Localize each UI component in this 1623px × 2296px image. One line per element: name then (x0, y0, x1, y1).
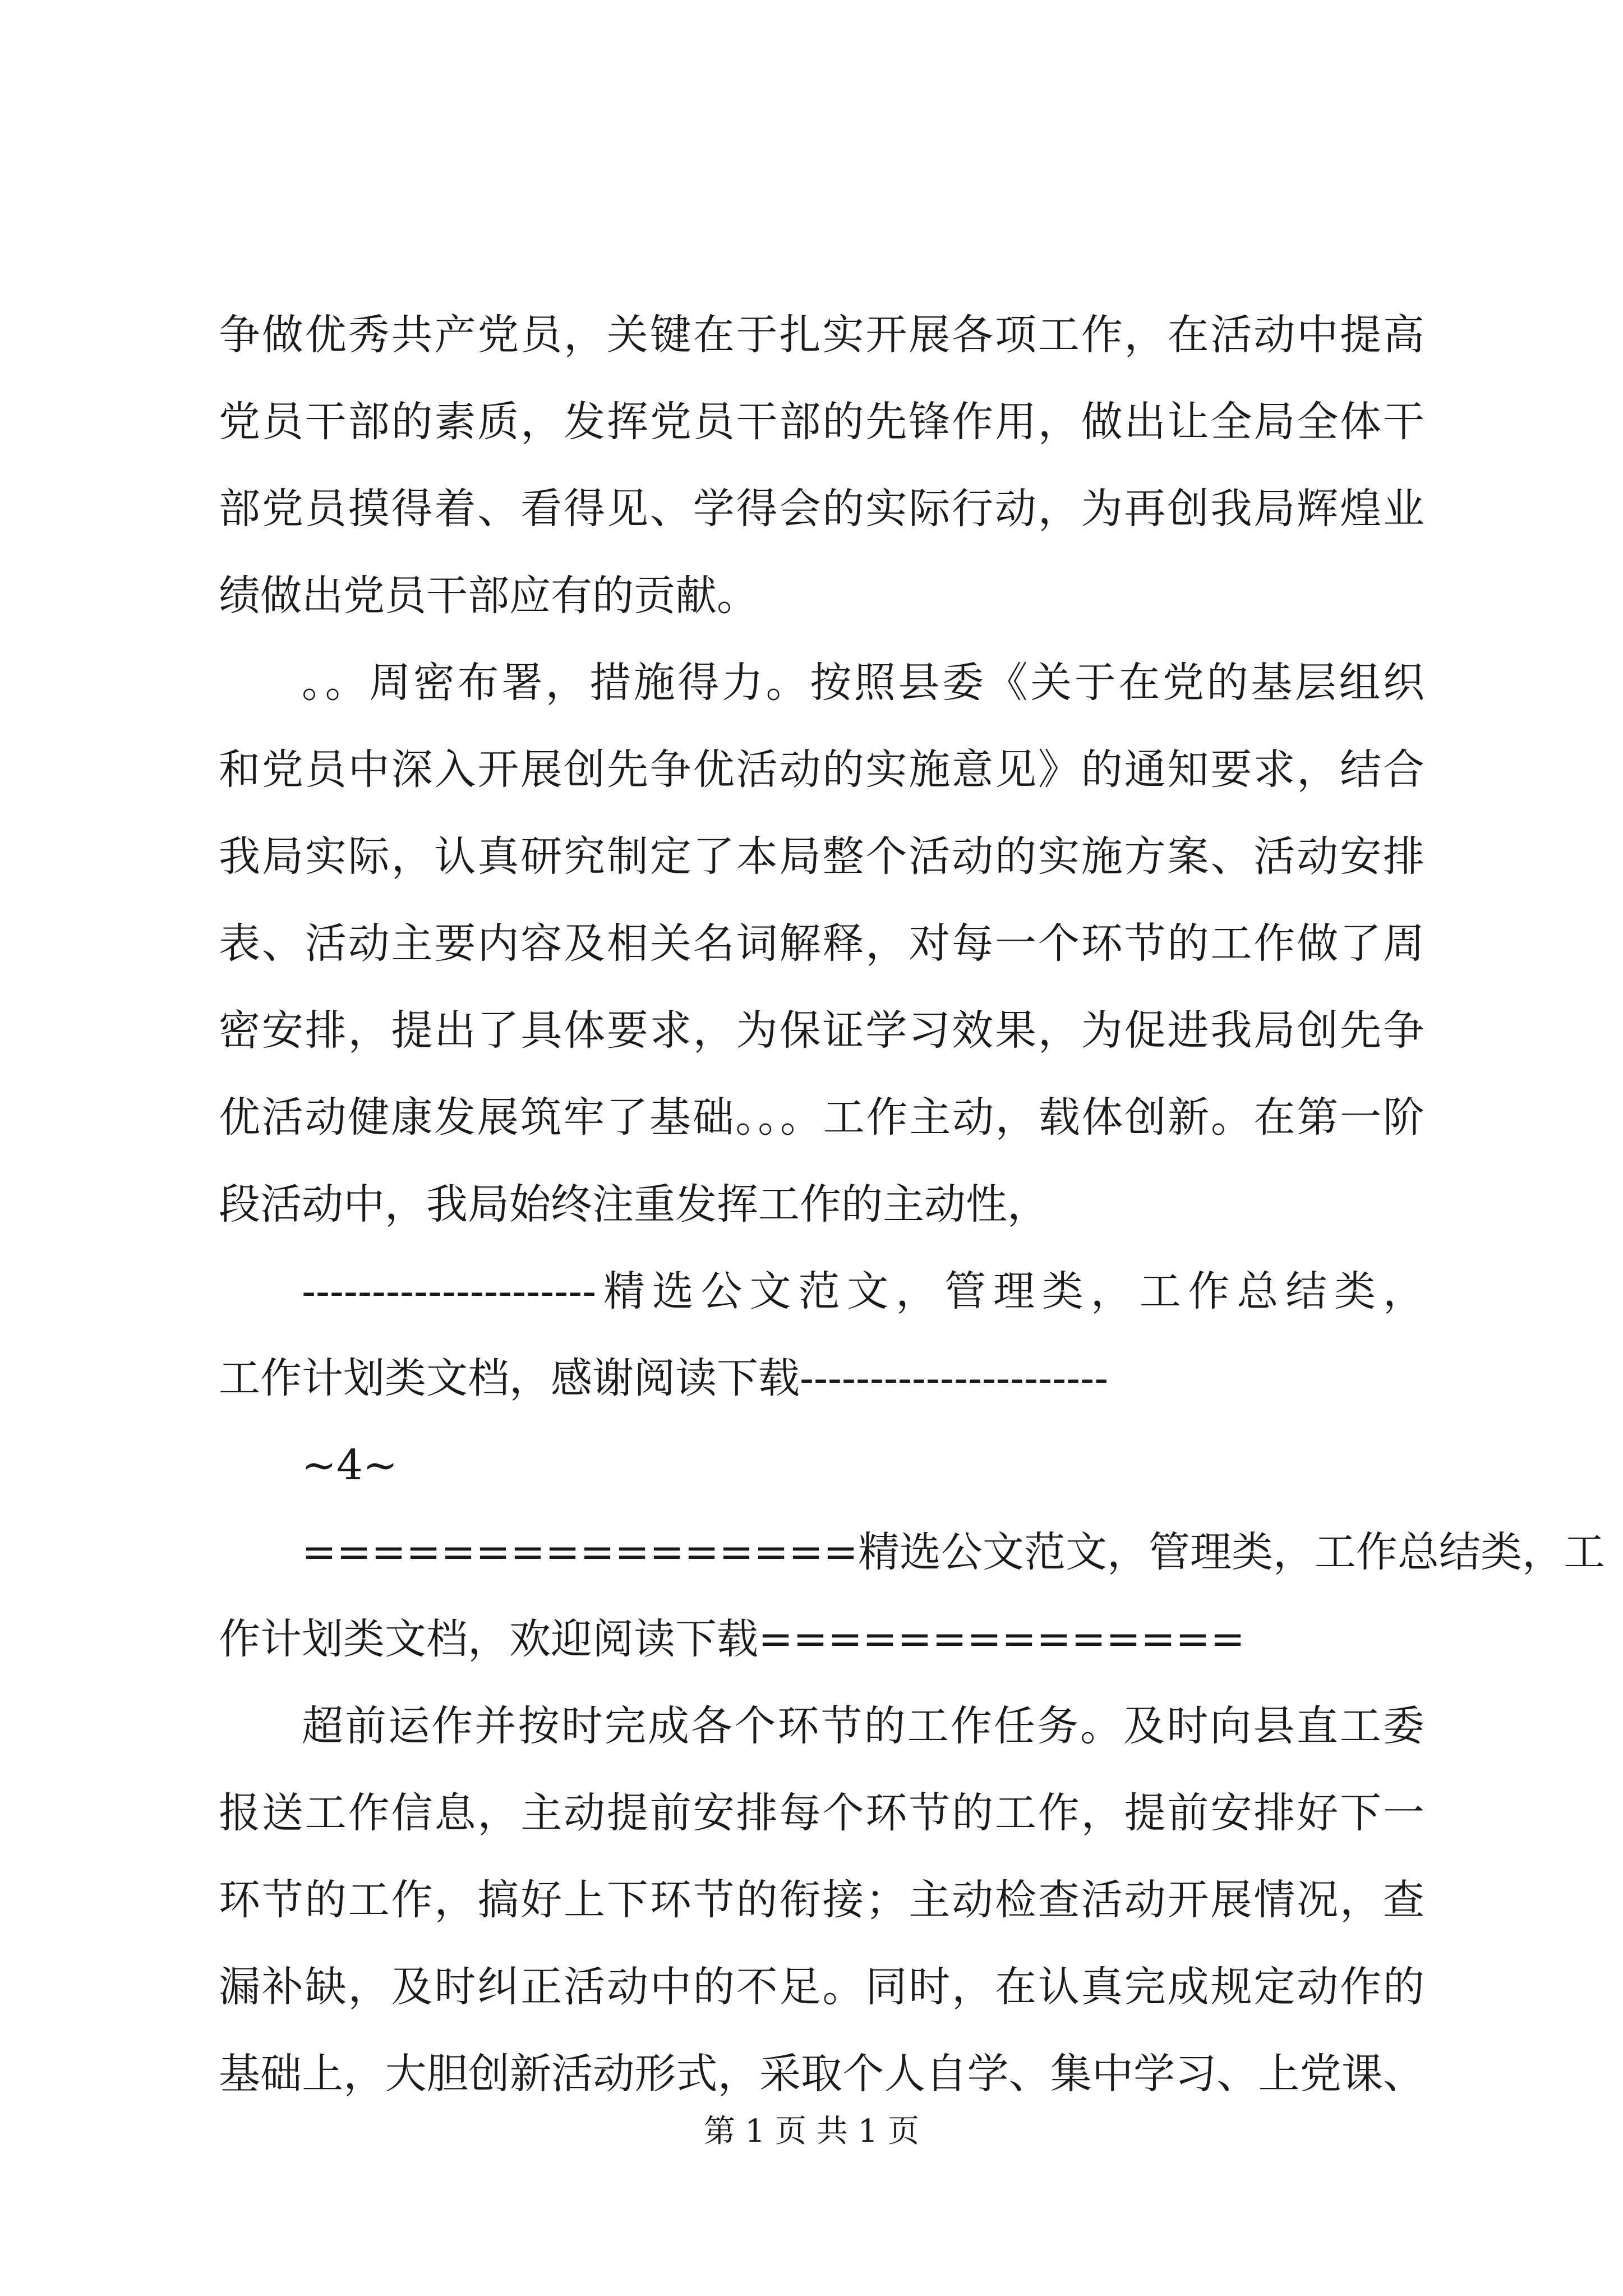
document-body (219, 292, 1606, 2118)
text-line: 漏补缺，及时纠正活动中的不足。同时，在认真完成规定动作的 (219, 1963, 1424, 2011)
text-line: ================精选公文范文，管理类，工作总结类，工 (302, 1528, 1606, 1576)
paragraph (219, 639, 1424, 1248)
text-line: 密安排，提出了具体要求，为保证学习效果，为促进我局创先争 (219, 1006, 1424, 1055)
text-line: 报送工作信息，主动提前安排每个环节的工作，提前安排好下一 (219, 1789, 1424, 1837)
paragraph (219, 1683, 1424, 2118)
text-line: 。。周密布署，措施得力。按照县委《关于在党的基层组织 (302, 659, 1424, 707)
text-line: 超前运作并按时完成各个环节的工作任务。及时向县直工委 (302, 1702, 1424, 1750)
page-footer: 第 1 页 共 1 页 (703, 2113, 920, 2150)
text-line: ~4~ (302, 1441, 398, 1489)
text-line: 作计划类文档，欢迎阅读下载============== (219, 1615, 1246, 1663)
text-line: 党员干部的素质，发挥党员干部的先锋作用，做出让全局全体干 (219, 398, 1424, 446)
text-line: 和党员中深入开展创先争优活动的实施意见》的通知要求，结合 (219, 746, 1424, 794)
text-line: 表、活动主要内容及相关名词解释，对每一个环节的工作做了周 (219, 919, 1424, 968)
text-line: 段活动中，我局始终注重发挥工作的主动性， (219, 1180, 1049, 1228)
download-banner-dashed (219, 1248, 1424, 1422)
text-line: ---------------------精选公文范文，管理类，工作总结类， (302, 1267, 1424, 1315)
text-line: 部党员摸得着、看得见、学得会的实际行动，为再创我局辉煌业 (219, 485, 1424, 533)
text-line: 基础上，大胆创新活动形式，采取个人自学、集中学习、上党课、 (219, 2050, 1424, 2098)
paragraph (219, 292, 1424, 639)
text-line: 工作计划类文档，感谢阅读下载---------------------- (219, 1354, 1109, 1402)
text-line: 优活动健康发展筑牢了基础。。。工作主动，载体创新。在第一阶 (219, 1093, 1424, 1142)
text-line: 我局实际，认真研究制定了本局整个活动的实施方案、活动安排 (219, 832, 1424, 881)
text-line: 环节的工作，搞好上下环节的衔接；主动检查活动开展情况，查 (219, 1876, 1424, 1924)
download-banner-equals (219, 1509, 1606, 1683)
text-line: 绩做出党员干部应有的贡献。 (219, 572, 758, 620)
text-line: 争做优秀共产党员，关键在于扎实开展各项工作，在活动中提高 (219, 311, 1424, 359)
page-marker (219, 1422, 1424, 1509)
